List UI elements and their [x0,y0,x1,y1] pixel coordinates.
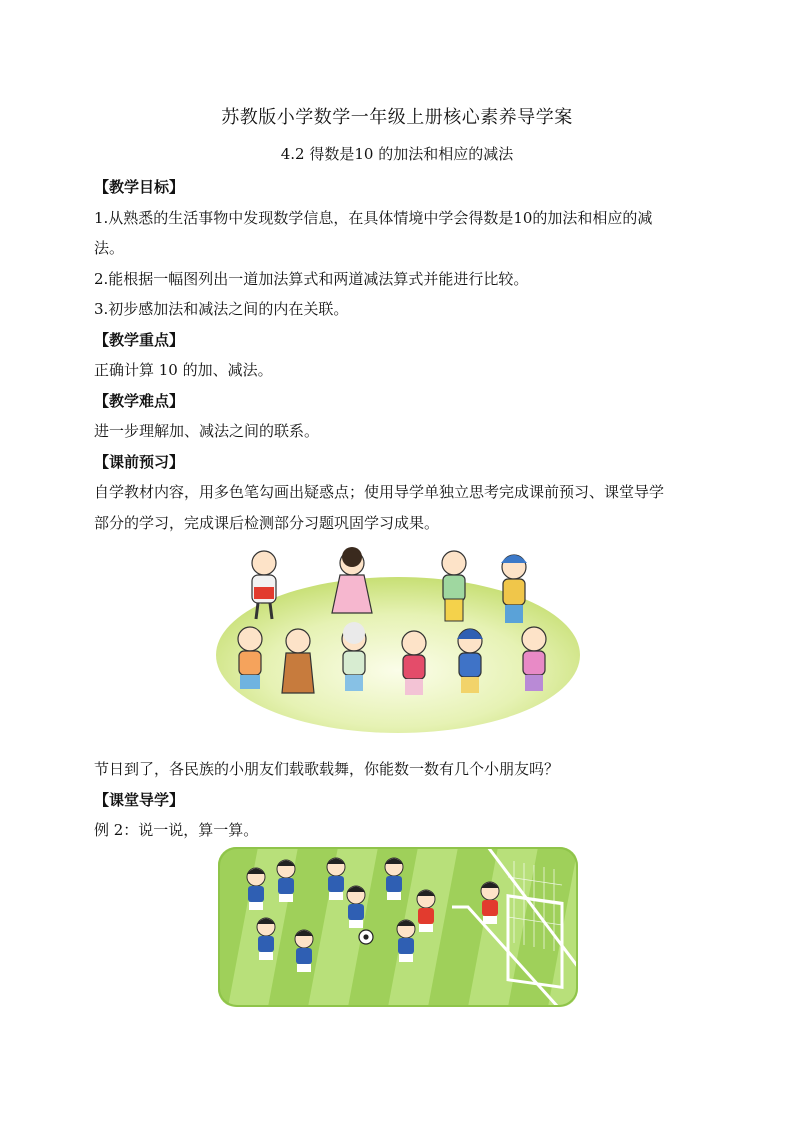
difficulty-heading: 【教学难点】 [94,391,185,410]
example-prompt: 例 2：说一说，算一算。 [94,821,259,839]
festival-question: 节日到了，各民族的小朋友们载歌载舞，你能数一数有几个小朋友吗？ [94,760,560,778]
key-heading: 【教学重点】 [94,330,185,349]
lesson-body [94,172,704,538]
after-figure-text [94,754,704,846]
soccer-ball-icon [359,930,373,944]
key-text: 正确计算 10 的加、减法。 [94,361,273,379]
difficulty-text: 进一步理解加、减法之间的联系。 [94,422,320,440]
page-title: 苏教版小学数学一年级上册核心素养导学案 [221,107,573,128]
goal-3: 3.初步感加法和减法之间的内在关联。 [94,300,349,318]
goals-heading: 【教学目标】 [94,178,185,196]
class-guide-heading: 【课堂导学】 [94,790,185,809]
soccer-field-illustration [218,847,578,1007]
preview-line-2: 部分的学习，完成课后检测部分习题巩固学习成果。 [94,513,440,532]
goal-1-line-1: 1.从熟悉的生活事物中发现数学信息，在具体情境中学会得数是10的加法和相应的减 [94,208,653,227]
goal-2: 2.能根据一幅图列出一道加法算式和两道减法算式并能进行比较。 [94,269,529,288]
preview-line-1: 自学教材内容，用多色笔勾画出疑惑点；使用导学单独立思考完成课前预习、课堂导学 [94,483,665,501]
goal-1-line-2: 法。 [94,239,125,257]
lesson-subtitle: 4.2 得数是10 的加法和相应的减法 [280,145,514,163]
preview-heading: 【课前预习】 [94,452,185,471]
dancing-children-illustration [214,543,582,736]
